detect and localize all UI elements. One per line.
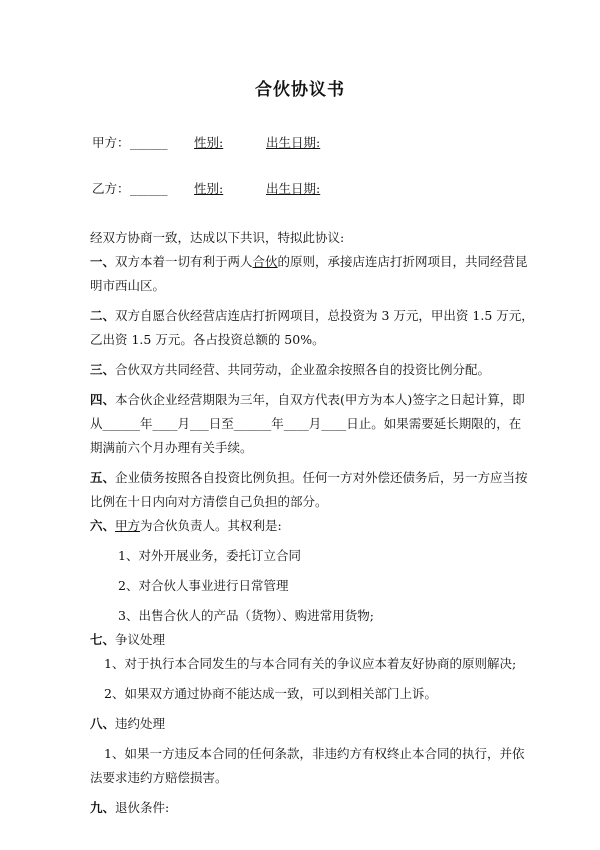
clause-2-line-1: 双方自愿合伙经营店连店打折网项目，总投资为 3 万元，甲出资 1.5 万元， [115, 308, 534, 323]
clause-3 [90, 358, 530, 382]
clause-6-underlined: 甲方 [115, 518, 141, 533]
clause-2 [90, 304, 534, 328]
clause-1-text-a: 双方本着一切有利于两人 [115, 254, 253, 269]
clause-1-underlined: 合伙 [252, 254, 278, 269]
clause-8-line-2: 法要求违约方赔偿损害。 [90, 770, 228, 785]
clause-4-line-2: 从______年____月___日至______年____月____日止。如果需要延长期限的，在 [90, 416, 522, 431]
clause-2-head: 二、 [90, 308, 116, 323]
clause-4-head: 四、 [90, 392, 116, 407]
clause-7 [90, 628, 530, 652]
clause-6-item-2: 2、对合伙人事业进行日常管理 [118, 578, 289, 593]
clause-7-item-1: 1、对于执行本合同发生的与本合同有关的争议应本着友好协商的原则解决; [104, 656, 517, 671]
clause-7-item-2: 2、如果双方通过协商不能达成一致，可以到相关部门上诉。 [104, 686, 437, 701]
clause-7-title: 争议处理 [115, 632, 166, 647]
clause-4-line-3: 期满前六个月办理有关手续。 [90, 440, 253, 455]
party-b-blank: ______ [130, 181, 168, 196]
clause-9 [90, 796, 530, 820]
clause-3-head: 三、 [90, 362, 116, 377]
clause-6-head: 六、 [90, 518, 116, 533]
party-a-gender: 性别: [194, 135, 224, 150]
clause-8-head: 八、 [90, 716, 116, 731]
party-a-blank: ______ [130, 135, 168, 150]
document-title: 合伙协议书 [255, 80, 345, 100]
clause-4 [90, 388, 530, 412]
clause-3-line-1: 合伙双方共同经营、共同劳动，企业盈余按照各自的投资比例分配。 [115, 362, 491, 377]
clause-1-text-b: 的原则，承接店连店打折网项目，共同经营昆 [277, 254, 528, 269]
intro-text: 经双方协商一致，达成以下共识，特拟此协议: [90, 230, 345, 245]
clause-1-head: 一、 [90, 254, 116, 269]
clause-4-line-1: 本合伙企业经营期限为三年，自双方代表(甲方为本人)签字之日起计算，即 [115, 392, 525, 407]
clause-8 [90, 712, 530, 736]
clause-6-line-1: 为合伙负责人。其权利是: [140, 518, 282, 533]
party-b-gender: 性别: [194, 181, 224, 196]
clause-9-head: 九、 [90, 800, 116, 815]
clause-7-head: 七、 [90, 632, 116, 647]
clause-5-line-2: 比例在十日内向对方清偿自己负担的部分。 [90, 494, 328, 509]
clause-6 [90, 514, 530, 538]
clause-5 [90, 466, 530, 490]
clause-1 [90, 250, 530, 274]
clause-6-item-1: 1、对外开展业务，委托订立合同 [118, 548, 301, 563]
party-a-label: 甲方： [92, 135, 130, 150]
party-a-birth: 出生日期: [266, 135, 321, 150]
agreement-body [90, 226, 534, 820]
clause-5-line-1: 企业债务按照各自投资比例负担。任何一方对外偿还债务后，另一方应当按 [115, 470, 528, 485]
clause-8-line-1: 1、如果一方违反本合同的任何条款，非违约方有权终止本合同的执行，并依 [104, 746, 525, 761]
clause-8-title: 违约处理 [115, 716, 166, 731]
clause-5-head: 五、 [90, 470, 116, 485]
clause-9-title: 退伙条件: [115, 800, 170, 815]
clause-2-line-2: 乙出资 1.5 万元。各占投资总额的 50%。 [90, 332, 325, 347]
party-b-label: 乙方： [92, 181, 130, 196]
party-b-birth: 出生日期: [266, 181, 321, 196]
clause-6-item-3: 3、出售合伙人的产品（货物）、购进常用货物; [118, 608, 374, 623]
clause-1-line-2: 明市西山区。 [90, 278, 166, 293]
